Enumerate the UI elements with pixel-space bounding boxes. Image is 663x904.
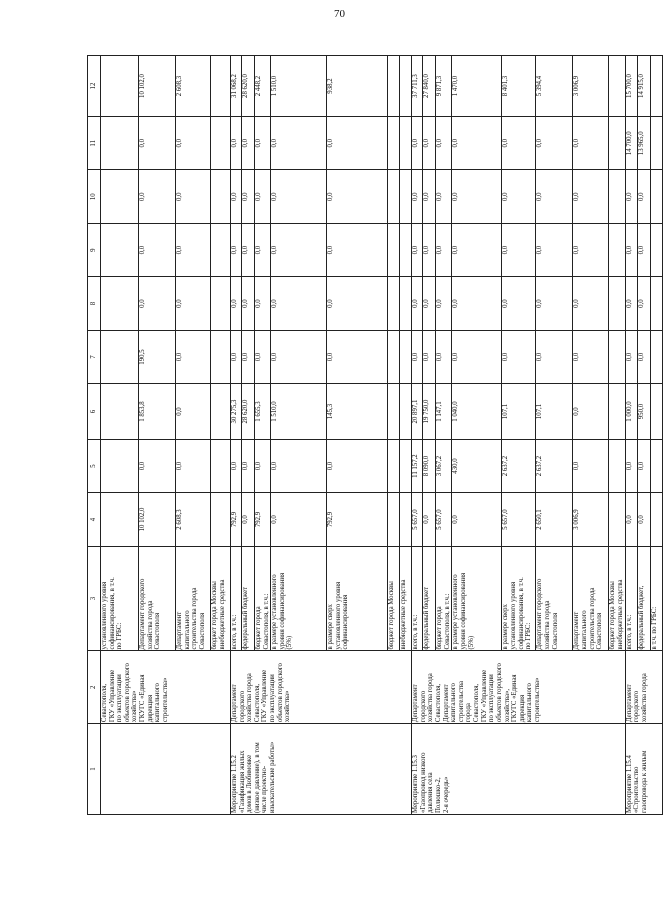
header-cell: 7: [88, 330, 101, 383]
value-cell: [101, 493, 139, 546]
value-cell: 0,0: [436, 223, 452, 276]
value-cell: 0,0: [327, 117, 388, 170]
funding-source-cell: бюджет города Москвы: [388, 546, 400, 651]
value-cell: 792,9: [231, 493, 242, 546]
table-row: [412, 56, 423, 815]
funding-source-cell: в размере сверх установленного уровня софинансирования, в т.ч. по ГРБС:: [502, 546, 536, 651]
value-cell: 792,9: [255, 493, 271, 546]
value-cell: 2 650,1: [536, 493, 573, 546]
funding-source-cell: Департамент капитального строительства города Севастополя: [176, 546, 211, 651]
header-cell: 11: [88, 117, 101, 170]
funding-source-cell: бюджет города Севастополя, в т.ч.:: [436, 546, 452, 651]
funding-source-cell: Департамент городского хозяйства города Севастополя: [536, 546, 573, 651]
value-cell: 0,0: [625, 439, 637, 492]
value-cell: 0,0: [242, 170, 255, 223]
value-cell: 0,0: [271, 117, 327, 170]
value-cell: 0,0: [139, 439, 176, 492]
value-cell: [101, 56, 139, 117]
value-cell: 0,0: [231, 439, 242, 492]
funding-source-cell: всего, в т.ч.:: [625, 546, 637, 651]
rotated-table-container: [87, 55, 658, 815]
value-cell: 10 102,0: [139, 56, 176, 117]
value-cell: [101, 384, 139, 440]
funding-source-cell: бюджет города Москвы внебюджетные средства: [211, 546, 231, 651]
value-cell: 0,0: [271, 223, 327, 276]
executor-cell: Департамент городского хозяйства города: [625, 651, 662, 724]
value-cell: 0,0: [625, 493, 637, 546]
value-cell: 0,0: [242, 330, 255, 383]
value-cell: 0,0: [327, 439, 388, 492]
table-row: [101, 56, 139, 815]
value-cell: 2 608,3: [176, 56, 211, 117]
header-cell: 3: [88, 546, 101, 651]
value-cell: 0,0: [502, 117, 536, 170]
value-cell: 0,0: [502, 277, 536, 330]
value-cell: 0,0: [436, 117, 452, 170]
value-cell: 0,0: [436, 330, 452, 383]
value-cell: 13 965,0: [637, 117, 650, 170]
executor-cell: Севастополя, ГКУ «Управление по эксплуатации объектов городского хозяйства» ГКУГС «Единая дирекция капитального строительства»: [101, 651, 231, 724]
value-cell: 950,0: [637, 384, 650, 440]
value-cell: 0,0: [231, 117, 242, 170]
value-cell: 0,0: [637, 170, 650, 223]
value-cell: 0,0: [271, 493, 327, 546]
funding-source-cell: бюджет города Севастополя, в т.ч.:: [255, 546, 271, 651]
value-cell: 1 147,1: [436, 384, 452, 440]
funding-source-cell: Департамент капитального строительства города Севастополя: [573, 546, 609, 651]
value-cell: 19 750,0: [423, 384, 436, 440]
funding-source-cell: всего, в т.ч.:: [412, 546, 423, 651]
value-cell: 0,0: [502, 223, 536, 276]
value-cell: 0,0: [423, 330, 436, 383]
value-cell: 15 700,0: [625, 56, 637, 117]
value-cell: 0,0: [139, 223, 176, 276]
value-cell: 10 102,0: [139, 493, 176, 546]
funding-source-cell: в т.ч. по ГРБС:: [650, 546, 662, 651]
value-cell: 0,0: [271, 277, 327, 330]
value-cell: 0,0: [176, 223, 211, 276]
value-cell: 0,0: [536, 170, 573, 223]
value-cell: 0,0: [231, 330, 242, 383]
value-cell: 0,0: [242, 277, 255, 330]
measure-name-cell: [101, 724, 231, 815]
value-cell: [101, 117, 139, 170]
value-cell: 792,9: [327, 493, 388, 546]
funding-source-cell: в размере установленного уровня софинансирования (5%): [452, 546, 502, 651]
table-row: [231, 56, 242, 815]
value-cell: 3 067,2: [436, 439, 452, 492]
value-cell: 107,1: [502, 384, 536, 440]
value-cell: 0,0: [242, 493, 255, 546]
value-cell: 1 853,8: [139, 384, 176, 440]
measure-name-cell: Мероприятие 1.15.4 «Строительство газопровода к жилым: [625, 724, 662, 815]
funding-source-cell: Департамент городского хозяйства города Севастополя: [139, 546, 176, 651]
header-cell: 4: [88, 493, 101, 546]
value-cell: 0,0: [176, 277, 211, 330]
header-cell: 12: [88, 56, 101, 117]
value-cell: 5 394,4: [536, 56, 573, 117]
funding-source-cell: федеральный бюджет: [242, 546, 255, 651]
measure-name-cell: Мероприятие 1.15.2 «Газификация жилых домов в Любимовке (низкое давление), в том числе проектно- изыскательские работы»: [231, 724, 412, 815]
value-cell: 0,0: [573, 170, 609, 223]
value-cell: 0,0: [412, 117, 423, 170]
value-cell: 14 700,0: [625, 117, 637, 170]
page-number: 70: [334, 8, 345, 20]
header-row: [88, 56, 101, 815]
value-cell: 0,0: [502, 170, 536, 223]
value-cell: 0,0: [255, 117, 271, 170]
value-cell: [101, 170, 139, 223]
funding-source-cell: в размере установленного уровня софинансирования (5%): [271, 546, 327, 651]
value-cell: 0,0: [271, 170, 327, 223]
value-cell: 0,0: [139, 277, 176, 330]
value-cell: 0,0: [412, 223, 423, 276]
value-cell: 0,0: [412, 330, 423, 383]
value-cell: 1 000,0: [625, 384, 637, 440]
value-cell: 5 657,0: [412, 493, 423, 546]
value-cell: 0,0: [327, 170, 388, 223]
table-row: [625, 56, 637, 815]
value-cell: 0,0: [452, 493, 502, 546]
header-cell: 9: [88, 223, 101, 276]
header-cell: 1: [88, 724, 101, 815]
value-cell: 0,0: [637, 277, 650, 330]
value-cell: 20 897,1: [412, 384, 423, 440]
value-cell: 28 620,0: [242, 56, 255, 117]
value-cell: 0,0: [536, 330, 573, 383]
value-cell: [101, 439, 139, 492]
funding-source-cell: установленного уровня софинансирования, в т.ч. по ГРБС:: [101, 546, 139, 651]
value-cell: 0,0: [139, 170, 176, 223]
value-cell: 0,0: [536, 223, 573, 276]
value-cell: 0,0: [139, 117, 176, 170]
funding-source-cell: внебюджетные средства: [400, 546, 412, 651]
value-cell: 0,0: [573, 439, 609, 492]
header-cell: 5: [88, 439, 101, 492]
value-cell: 0,0: [452, 277, 502, 330]
value-cell: 1 040,0: [452, 384, 502, 440]
header-cell: 6: [88, 384, 101, 440]
value-cell: 0,0: [625, 223, 637, 276]
value-cell: 2 637,2: [502, 439, 536, 492]
value-cell: 1 655,3: [255, 384, 271, 440]
value-cell: 0,0: [637, 439, 650, 492]
value-cell: 0,0: [271, 330, 327, 383]
value-cell: 0,0: [536, 117, 573, 170]
value-cell: 0,0: [176, 384, 211, 440]
value-cell: 30 275,3: [231, 384, 242, 440]
value-cell: 0,0: [327, 330, 388, 383]
value-cell: 0,0: [176, 170, 211, 223]
value-cell: 0,0: [452, 170, 502, 223]
value-cell: 37 711,3: [412, 56, 423, 117]
value-cell: 0,0: [423, 493, 436, 546]
funding-source-cell: бюджет города Москвы внебюджетные средства: [609, 546, 625, 651]
value-cell: 0,0: [573, 277, 609, 330]
value-cell: 27 840,0: [423, 56, 436, 117]
value-cell: 0,0: [637, 330, 650, 383]
value-cell: 1 510,0: [271, 384, 327, 440]
value-cell: 0,0: [637, 493, 650, 546]
value-cell: 0,0: [231, 170, 242, 223]
value-cell: 28 620,0: [242, 384, 255, 440]
value-cell: 3 006,9: [573, 56, 609, 117]
value-cell: 8 401,3: [502, 56, 536, 117]
value-cell: 0,0: [625, 330, 637, 383]
value-cell: 0,0: [452, 223, 502, 276]
header-cell: 2: [88, 651, 101, 724]
funding-source-cell: в размере сверх установленного уровня софинансирования: [327, 546, 388, 651]
value-cell: 0,0: [452, 330, 502, 383]
value-cell: 0,0: [242, 117, 255, 170]
value-cell: 0,0: [255, 223, 271, 276]
value-cell: 0,0: [423, 277, 436, 330]
value-cell: 0,0: [327, 223, 388, 276]
value-cell: 145,3: [327, 384, 388, 440]
value-cell: 0,0: [423, 117, 436, 170]
value-cell: [101, 277, 139, 330]
value-cell: 11 157,2: [412, 439, 423, 492]
value-cell: 430,0: [452, 439, 502, 492]
value-cell: 0,0: [255, 330, 271, 383]
value-cell: 3 006,9: [573, 493, 609, 546]
value-cell: 0,0: [242, 223, 255, 276]
value-cell: 5 657,0: [436, 493, 452, 546]
value-cell: 0,0: [625, 170, 637, 223]
value-cell: 107,1: [536, 384, 573, 440]
value-cell: 0,0: [573, 117, 609, 170]
funding-source-cell: федеральный бюджет,: [637, 546, 650, 651]
value-cell: 1 470,0: [452, 56, 502, 117]
value-cell: 0,0: [231, 277, 242, 330]
value-cell: 0,0: [423, 170, 436, 223]
value-cell: 0,0: [176, 330, 211, 383]
value-cell: 5 657,0: [502, 493, 536, 546]
value-cell: 190,5: [139, 330, 176, 383]
value-cell: 0,0: [502, 330, 536, 383]
value-cell: 9 871,3: [436, 56, 452, 117]
value-cell: 0,0: [423, 223, 436, 276]
value-cell: 0,0: [176, 117, 211, 170]
value-cell: 0,0: [242, 439, 255, 492]
value-cell: 0,0: [327, 277, 388, 330]
header-cell: 8: [88, 277, 101, 330]
value-cell: 14 915,0: [637, 56, 650, 117]
measure-name-cell: Мероприятие 1.15.3 «Газопровод низкого давления села Полюшко-2, 2-я очередь»: [412, 724, 625, 815]
header-cell: 10: [88, 170, 101, 223]
executor-cell: Департамент городского хозяйства города Севастополя, ГКУ «Управление по эксплуатации объектов городского хозяйства»: [231, 651, 412, 724]
value-cell: 0,0: [625, 277, 637, 330]
funding-source-cell: федеральный бюджет: [423, 546, 436, 651]
value-cell: 0,0: [573, 223, 609, 276]
value-cell: 0,0: [436, 277, 452, 330]
value-cell: 0,0: [637, 223, 650, 276]
value-cell: 0,0: [452, 117, 502, 170]
value-cell: 0,0: [176, 439, 211, 492]
value-cell: 2 637,2: [536, 439, 573, 492]
financing-table: [87, 55, 663, 815]
funding-source-cell: всего, в т.ч.:: [231, 546, 242, 651]
value-cell: 0,0: [573, 330, 609, 383]
value-cell: 0,0: [271, 439, 327, 492]
value-cell: [101, 330, 139, 383]
value-cell: 938,2: [327, 56, 388, 117]
value-cell: 0,0: [255, 277, 271, 330]
value-cell: 31 068,2: [231, 56, 242, 117]
value-cell: 2 448,2: [255, 56, 271, 117]
value-cell: 0,0: [231, 223, 242, 276]
value-cell: 2 608,3: [176, 493, 211, 546]
value-cell: 0,0: [255, 170, 271, 223]
value-cell: 0,0: [536, 277, 573, 330]
value-cell: 8 090,0: [423, 439, 436, 492]
value-cell: 0,0: [573, 384, 609, 440]
value-cell: [101, 223, 139, 276]
value-cell: 0,0: [436, 170, 452, 223]
value-cell: 1 510,0: [271, 56, 327, 117]
value-cell: 0,0: [412, 277, 423, 330]
value-cell: 0,0: [255, 439, 271, 492]
value-cell: 0,0: [412, 170, 423, 223]
executor-cell: Департамент городского хозяйства города Севастополя, Департамент капитального строительства города Севастополя, ГКУ «Управление по эксплуатации объектов городского хозяйства», ГКУГС «Единая дирекция капитального строительства»: [412, 651, 625, 724]
